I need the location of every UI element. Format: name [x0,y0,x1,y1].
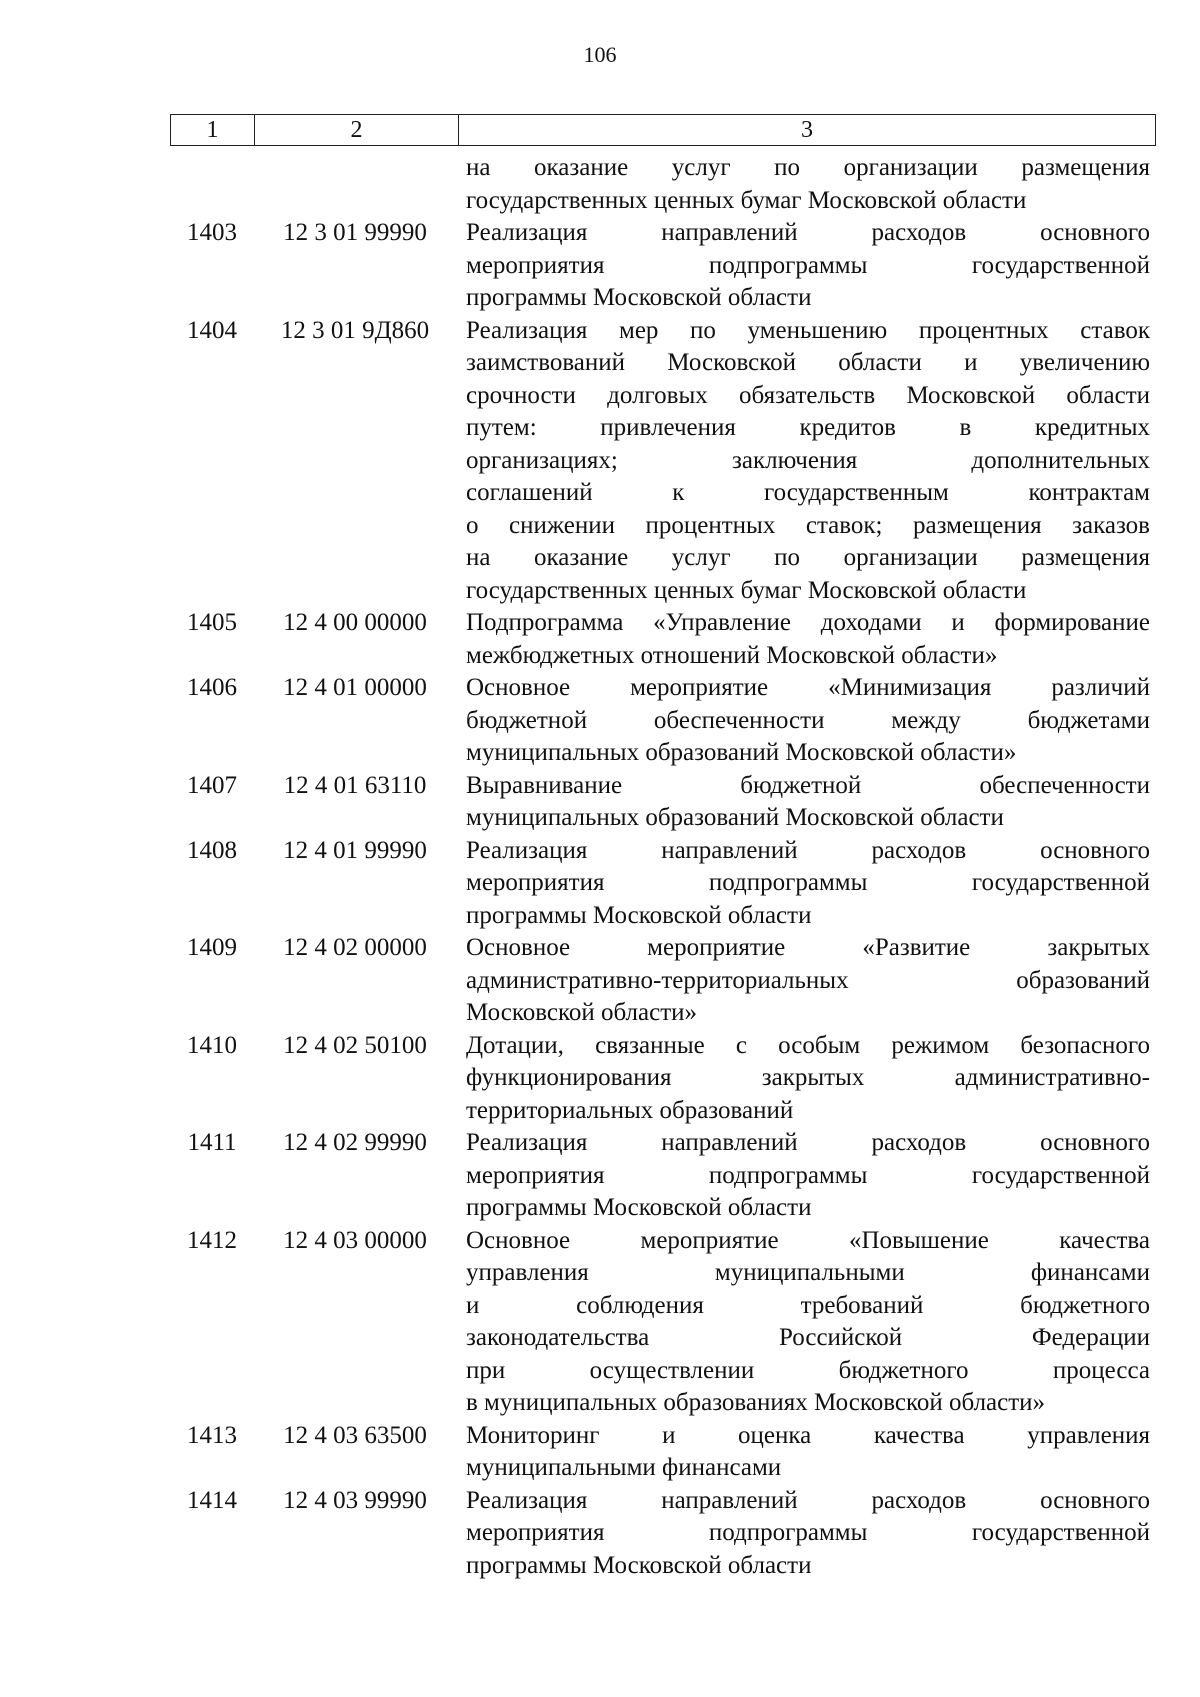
row-code: 12 4 01 99990 [283,836,427,864]
table-row [170,1030,1150,1128]
row-number: 1411 [187,1129,237,1156]
description-line: муниципальных образований Московской области» [466,739,1017,766]
description-line: мероприятия подпрограммы государственной [466,869,1150,896]
row-code: 12 4 03 00000 [283,1226,427,1254]
description-line: Реализация направлений расходов основного [466,1129,1150,1156]
table-row [170,1225,1150,1420]
row-description [454,1127,1150,1225]
row-code: 12 4 01 63110 [283,771,427,799]
description-line: мероприятия подпрограммы государственной [466,1161,1150,1189]
row-description [454,770,1150,835]
description-line: Дотации, связанные с особым режимом безопасного [466,1031,1150,1059]
row-description [454,932,1150,1030]
description-line: межбюджетных отношений Московской области» [466,641,998,669]
description-line: в муниципальных образованиях Московской области» [466,1389,1046,1416]
row-code: 12 4 02 50100 [283,1031,427,1059]
row-code: 12 4 00 00000 [283,609,427,636]
description-line: Московской области» [466,999,698,1026]
row-number: 1409 [187,934,237,961]
row-number: 1412 [187,1226,237,1254]
row-code: 12 4 01 00000 [283,674,427,701]
description-line: Реализация направлений расходов основного [466,836,1150,864]
row-number: 1414 [187,1486,237,1514]
description-line: законодательства Российской Федерации [466,1324,1150,1351]
description-line: и соблюдения требований бюджетного [466,1291,1150,1319]
row-code: 12 3 01 99990 [283,219,427,246]
row-number: 1407 [187,771,237,799]
description-line: функционирования закрытых административно- [466,1064,1150,1091]
row-number: 1404 [187,316,237,344]
row-code: 12 3 01 9Д860 [280,316,430,344]
description-line: путем: привлечения кредитов в кредитных [466,414,1150,441]
description-line: управления муниципальными финансами [466,1259,1150,1286]
row-code: 12 4 02 00000 [283,934,427,961]
description-line: программы Московской области [466,1551,812,1579]
description-line: Основное мероприятие «Минимизация различий [466,674,1150,701]
description-line: мероприятия подпрограммы государственной [466,1519,1150,1546]
description-line: организациях; заключения дополнительных [466,446,1150,474]
table-row [170,152,1150,217]
description-line: Выравнивание бюджетной обеспеченности [466,771,1150,799]
description-line: о снижении процентных ставок; размещения заказов [466,511,1150,539]
row-description [454,1420,1150,1485]
row-code: 12 4 03 63500 [283,1421,427,1449]
table-row [170,607,1150,672]
row-number: 1410 [187,1031,237,1059]
description-line: административно-территориальных образований [466,966,1150,994]
description-line: программы Московской области [466,284,812,311]
description-line: заимствований Московской области и увеличению [466,349,1150,376]
row-description [454,835,1150,933]
description-line: территориальных образований [466,1096,794,1124]
description-line: программы Московской области [466,1194,812,1221]
row-code: 12 4 03 99990 [283,1486,427,1514]
row-number: 1413 [187,1421,237,1449]
table-header [170,114,1156,146]
description-line: соглашений к государственным контрактам [466,479,1150,506]
row-description [454,315,1150,608]
table-row [170,217,1150,315]
description-line: программы Московской области [466,901,812,929]
description-line: Основное мероприятие «Повышение качества [466,1226,1150,1254]
description-line: на оказание услуг по организации размещения [466,154,1150,181]
table-row [170,1127,1150,1225]
row-number: 1405 [187,609,237,636]
row-number: 1408 [187,836,237,864]
description-line: муниципальных образований Московской области [466,804,1004,831]
row-code: 12 4 02 99990 [283,1129,427,1156]
header-col-3: 3 [801,116,813,143]
table-row [170,835,1150,933]
header-col-2: 2 [255,115,459,145]
description-line: Основное мероприятие «Развитие закрытых [466,934,1150,961]
description-line: Реализация направлений расходов основного [466,1486,1150,1514]
description-line: муниципальными финансами [466,1454,782,1481]
row-number: 1406 [187,674,237,701]
row-description [454,152,1150,217]
table-row [170,932,1150,1030]
table-row [170,672,1150,770]
page-number: 106 [583,42,617,67]
row-description [454,1225,1150,1420]
description-line: Подпрограмма «Управление доходами и формирование [466,609,1150,636]
description-line: срочности долговых обязательств Московской области [466,381,1150,409]
row-number [170,152,254,217]
row-description [454,672,1150,770]
description-line: государственных ценных бумаг Московской области [466,576,1027,604]
header-col-1: 1 [171,115,255,145]
description-line: Мониторинг и оценка качества управления [466,1421,1150,1449]
description-line: при осуществлении бюджетного процесса [466,1356,1150,1384]
table-body [170,152,1150,1582]
table-row [170,770,1150,835]
table-row [170,315,1150,608]
row-description [454,217,1150,315]
description-line: мероприятия подпрограммы государственной [466,251,1150,279]
table-row [170,1420,1150,1485]
table-row [170,1485,1150,1583]
description-line: на оказание услуг по организации размещения [466,544,1150,571]
description-line: Реализация направлений расходов основного [466,219,1150,246]
description-line: бюджетной обеспеченности между бюджетами [466,706,1150,734]
row-code [254,152,454,217]
description-line: государственных ценных бумаг Московской области [466,186,1027,214]
description-line: Реализация мер по уменьшению процентных ставок [466,316,1150,344]
row-number: 1403 [187,219,237,246]
row-description [454,607,1150,672]
row-description [454,1030,1150,1128]
row-description [454,1485,1150,1583]
